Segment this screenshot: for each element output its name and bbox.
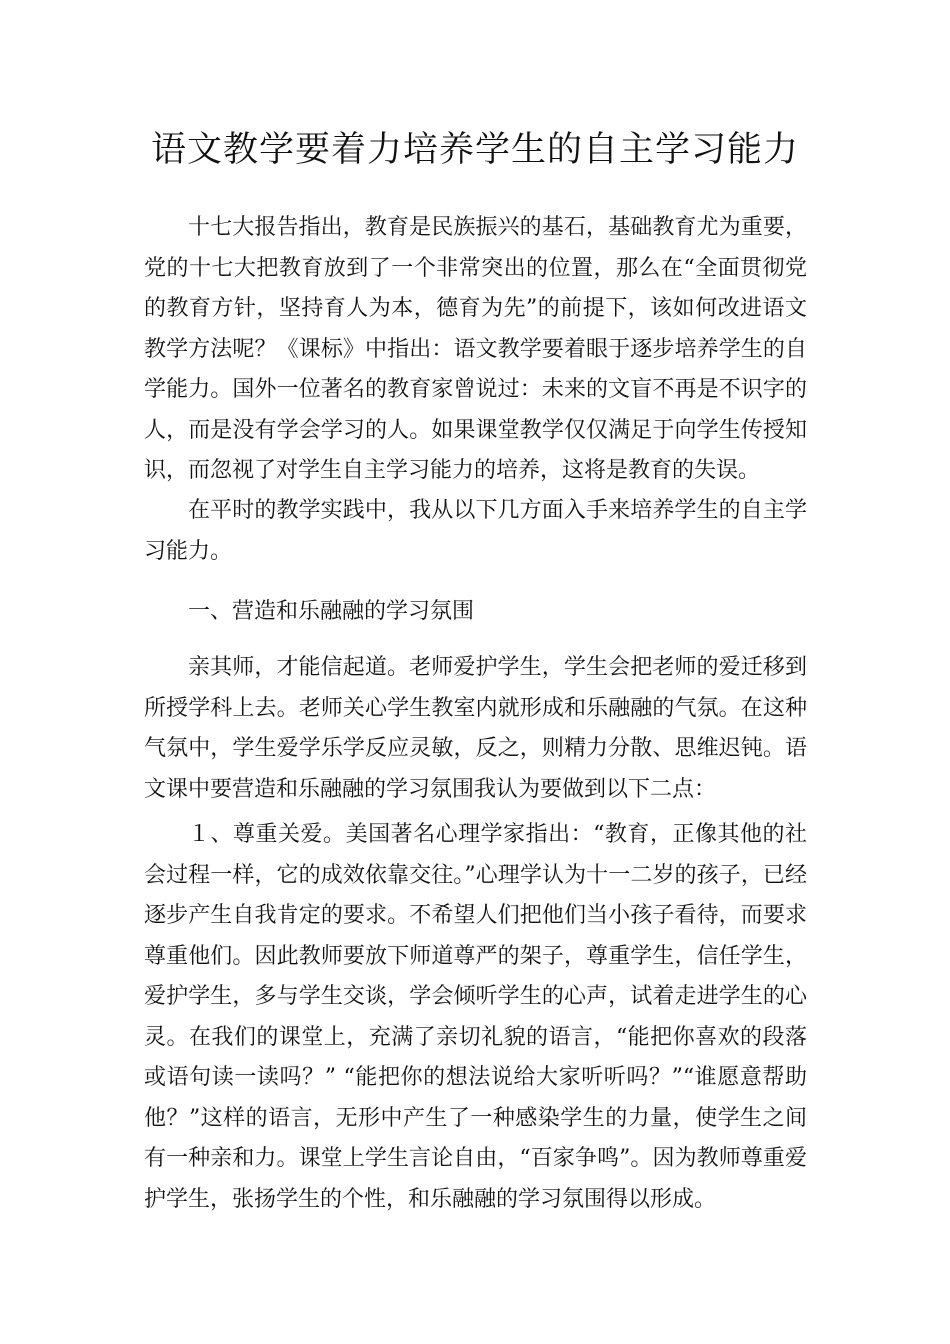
document-title: 语文教学要着力培养学生的自主学习能力 bbox=[150, 130, 799, 170]
paragraph-practice: 在平时的教学实践中，我从以下几方面入手来培养学生的自主学习能力。 bbox=[144, 498, 807, 564]
paragraph-respect: １、尊重关爱。美国著名心理学家指出：“教育，正像其他的社会过程一样，它的成效依靠交往。”心理学认为十一二岁的孩子，已经逐步产生自我肯定的要求。不希望人们把他们当小孩子看待，而要求尊重他们。因此教师要放下师道尊严的架子，尊重学生，信任学生，爱护学生，多与学生交谈，学会倾听学生的心声，试着走进学生的心灵。在我们的课堂上，充满了亲切礼貌的语言，“能把你喜欢的段落或语句读一读吗？” “能把你的想法说给大家听听吗？”“谁愿意帮助他？”这样的语言，无形中产生了一种感染学生的力量，使学生之间有一种亲和力。课堂上学生言论自由，“百家争鸣”。因为教师尊重爱护学生，张扬学生的个性，和乐融融的学习氛围得以形成。 bbox=[144, 822, 807, 1212]
paragraph-intro: 十七大报告指出，教育是民族振兴的基石，基础教育尤为重要，党的十七大把教育放到了一个非常突出的位置，那么在“全面贯彻党的教育方针，坚持育人为本，德育为先”的前提下，该如何改进语文教学方法呢？《课标》中指出：语文教学要着眼于逐步培养学生的自学能力。国外一位著名的教育家曾说过：未来的文盲不再是不识字的人，而是没有学会学习的人。如果课堂教学仅仅满足于向学生传授知识，而忽视了对学生自主学习能力的培养，这将是教育的失误。 bbox=[144, 215, 807, 483]
section-heading-1: 一、营造和乐融融的学习氛围 bbox=[188, 599, 475, 624]
paragraph-atmosphere: 亲其师，才能信起道。老师爱护学生，学生会把老师的爱迁移到所授学科上去。老师关心学生教室内就形成和乐融融的气氛。在这种气氛中，学生爱学乐学反应灵敏，反之，则精力分散、思维迟钝。语文课中要营造和乐融融的学习氛围我认为要做到以下二点： bbox=[144, 655, 807, 802]
